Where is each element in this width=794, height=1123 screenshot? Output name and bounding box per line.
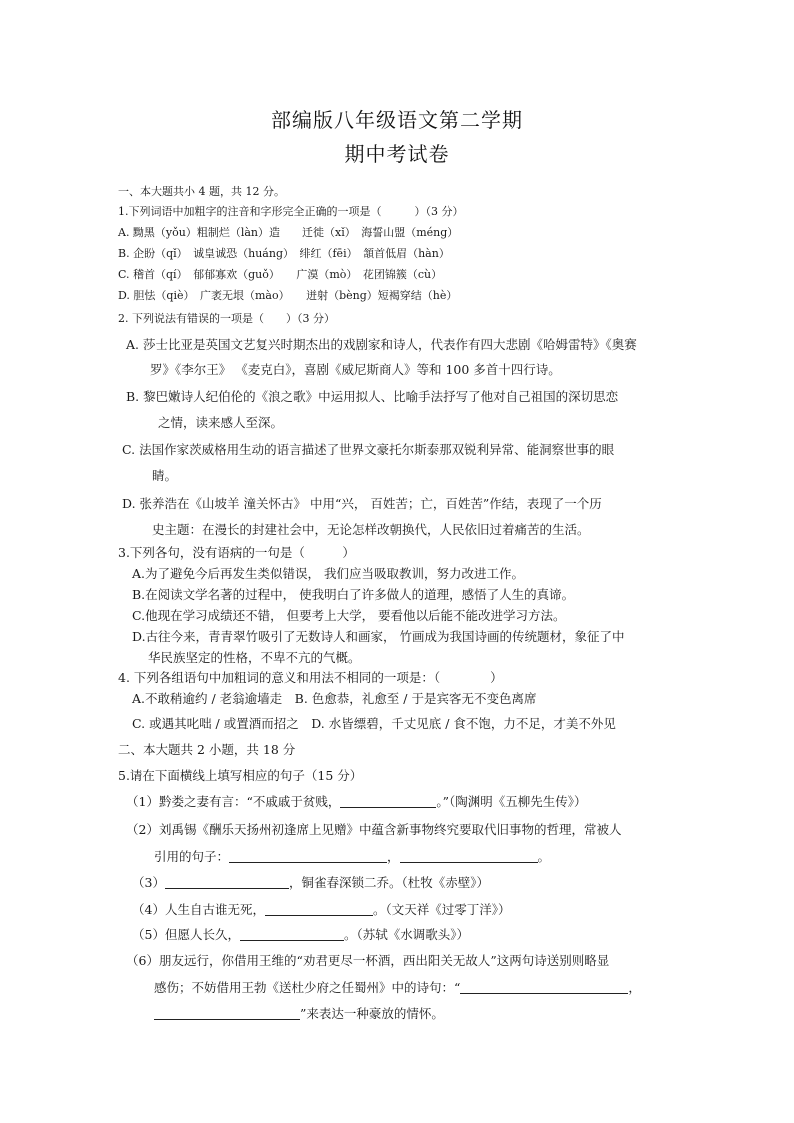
- q5-item-1: [126, 792, 587, 810]
- q2-option-c: C. 法国作家茨威格用生动的语言描述了世界文豪托尔斯泰那双锐利异常、能洞察世事的眼: [122, 442, 615, 457]
- document-subtitle: 期中考试卷: [344, 142, 450, 166]
- q5-item-1-answer-blank[interactable]: [340, 794, 436, 808]
- question-3-stem: 3.下列各句，没有语病的一句是（ ）: [118, 545, 355, 560]
- q5-item-1-prompt: （1）黔娄之妻有言：“不戚戚于贫贱，: [126, 794, 341, 809]
- q4-options-cd: C. 或遇其叱咄 / 或置酒而招之 D. 水皆缥碧，千丈见底 / 食不饱，力不足，才美不外见: [132, 716, 616, 731]
- q5-item-6-cont: [154, 978, 641, 996]
- q5-item-2-answer-blank-1[interactable]: [229, 849, 387, 863]
- q5-item-4: [132, 900, 510, 918]
- q5-item-3-source: ，铜雀春深锁二乔。（杜牧《赤壁》）: [288, 875, 489, 890]
- q5-item-3-answer-blank[interactable]: [165, 875, 289, 889]
- q5-item-2-separator: ，: [387, 849, 400, 864]
- q2-option-a-cont: 罗》《李尔王》 《麦克白》，喜剧《威尼斯商人》等和 100 多首十四行诗。: [150, 362, 561, 377]
- q2-option-c-cont: 睛。: [152, 468, 178, 483]
- q5-item-2-end: 。: [537, 849, 551, 864]
- document-title: 部编版八年级语文第二学期: [271, 108, 523, 132]
- q3-option-b: B.在阅读文学名著的过程中， 使我明白了许多做人的道理，感悟了人生的真谛。: [132, 587, 575, 602]
- q3-option-a: A.为了避免今后再发生类似错误， 我们应当吸取教训，努力改进工作。: [132, 566, 524, 581]
- q2-option-d: D. 张养浩在《山坡羊 潼关怀古》 中用“兴， 百姓苦；亡，百姓苦”作结，表现了一个历: [122, 496, 602, 511]
- question-1-stem: 1.下列词语中加粗字的注音和字形完全正确的一项是（ ）（3 分）: [118, 205, 464, 218]
- q1-option-d: D. 胆怯（qiè） 广袤无垠（mào） 迸射（bèng）短褐穿结（hè）: [118, 289, 458, 302]
- q5-item-3-prompt: （3）: [132, 875, 165, 890]
- question-5-stem: 5.请在下面横线上填写相应的句子（15 分）: [118, 768, 363, 783]
- question-4-stem: 4. 下列各组语句中加粗词的意义和用法不相同的一项是：（ ）: [118, 670, 503, 685]
- q5-item-2-cont: [154, 847, 550, 865]
- q5-item-1-source: 。”（陶渊明《五柳先生传》）: [436, 794, 587, 809]
- section-1-header: 一、本大题共小 4 题，共 12 分。: [118, 185, 285, 198]
- q5-item-2: （2）刘禹锡《酬乐天扬州初逢席上见赠》中蕴含新事物终究要取代旧事物的哲理，常被人: [126, 822, 622, 837]
- section-2-header: 二、本大题共 2 小题，共 18 分: [118, 742, 296, 757]
- q5-item-4-source: 。（文天祥《过零丁洋》）: [372, 902, 511, 917]
- q5-item-2-answer-blank-2[interactable]: [400, 849, 538, 863]
- q3-option-d: D.古往今来，青青翠竹吸引了无数诗人和画家， 竹画成为我国诗画的传统题材，象征了中: [132, 629, 625, 644]
- q5-item-6-prompt: 感伤；不妨借用王勃《送杜少府之任蜀州》中的诗句：“: [154, 980, 461, 995]
- question-2-stem: 2. 下列说法有错误的一项是（ ）（3 分）: [118, 312, 335, 325]
- q2-option-b: B. 黎巴嫩诗人纪伯伦的《浪之歌》中运用拟人、比喻手法抒写了他对自己祖国的深切思恋: [126, 389, 619, 404]
- q5-item-5: [132, 925, 469, 943]
- q5-item-5-source: 。（苏轼《水调歌头》）: [343, 927, 469, 942]
- q5-item-5-answer-blank[interactable]: [240, 927, 344, 941]
- q2-option-d-cont: 史主题：在漫长的封建社会中，无论怎样改朝换代，人民依旧过着痛苦的生活。: [152, 522, 590, 537]
- q1-option-b: B. 企盼（qǐ） 诚皇诚恐（huáng） 绯红（fēi） 頷首低眉（hàn）: [118, 247, 450, 260]
- q3-option-d-cont: 华民族坚定的性格，不卑不亢的气概。: [148, 650, 361, 665]
- q4-options-ab: A.不敢稍逾约 / 老翁逾墙走 B. 色愈恭，礼愈至 / 于是宾客无不变色离席: [132, 691, 537, 706]
- q5-item-6-end: [154, 1004, 444, 1022]
- q1-option-a: A. 黝黑（yǒu）粗制烂（làn）造 迁徙（xǐ） 海誓山盟（méng）: [118, 226, 459, 239]
- q5-item-6-closing: ”来表达一种豪放的情怀。: [300, 1006, 444, 1021]
- q5-item-6-separator: ，: [628, 980, 641, 995]
- q5-item-6-answer-blank-2[interactable]: [154, 1006, 300, 1020]
- q5-item-6: （6）朋友远行，你借用王维的“劝君更尽一杯酒，西出阳关无故人”这两句诗送别则略显: [126, 953, 610, 968]
- q5-item-2-prompt: 引用的句子：: [154, 849, 230, 864]
- q5-item-3: [132, 873, 489, 891]
- q2-option-a: A. 莎士比亚是英国文艺复兴时期杰出的戏剧家和诗人，代表作有四大悲剧《哈姆雷特》《奥赛: [126, 337, 637, 352]
- q3-option-c: C.他现在学习成绩还不错， 但要考上大学， 要看他以后能不能改进学习方法。: [132, 608, 566, 623]
- q5-item-5-prompt: （5）但愿人长久，: [132, 927, 240, 942]
- q2-option-b-cont: 之情，读来感人至深。: [158, 415, 284, 430]
- q5-item-6-answer-blank-1[interactable]: [460, 980, 628, 994]
- q1-option-c: C. 稽首（qí） 郁郁寡欢（guǒ） 广漠（mò） 花团锦簇（cù）: [118, 268, 443, 281]
- q5-item-4-prompt: （4）人生自古谁无死，: [132, 902, 265, 917]
- q5-item-4-answer-blank[interactable]: [265, 902, 373, 916]
